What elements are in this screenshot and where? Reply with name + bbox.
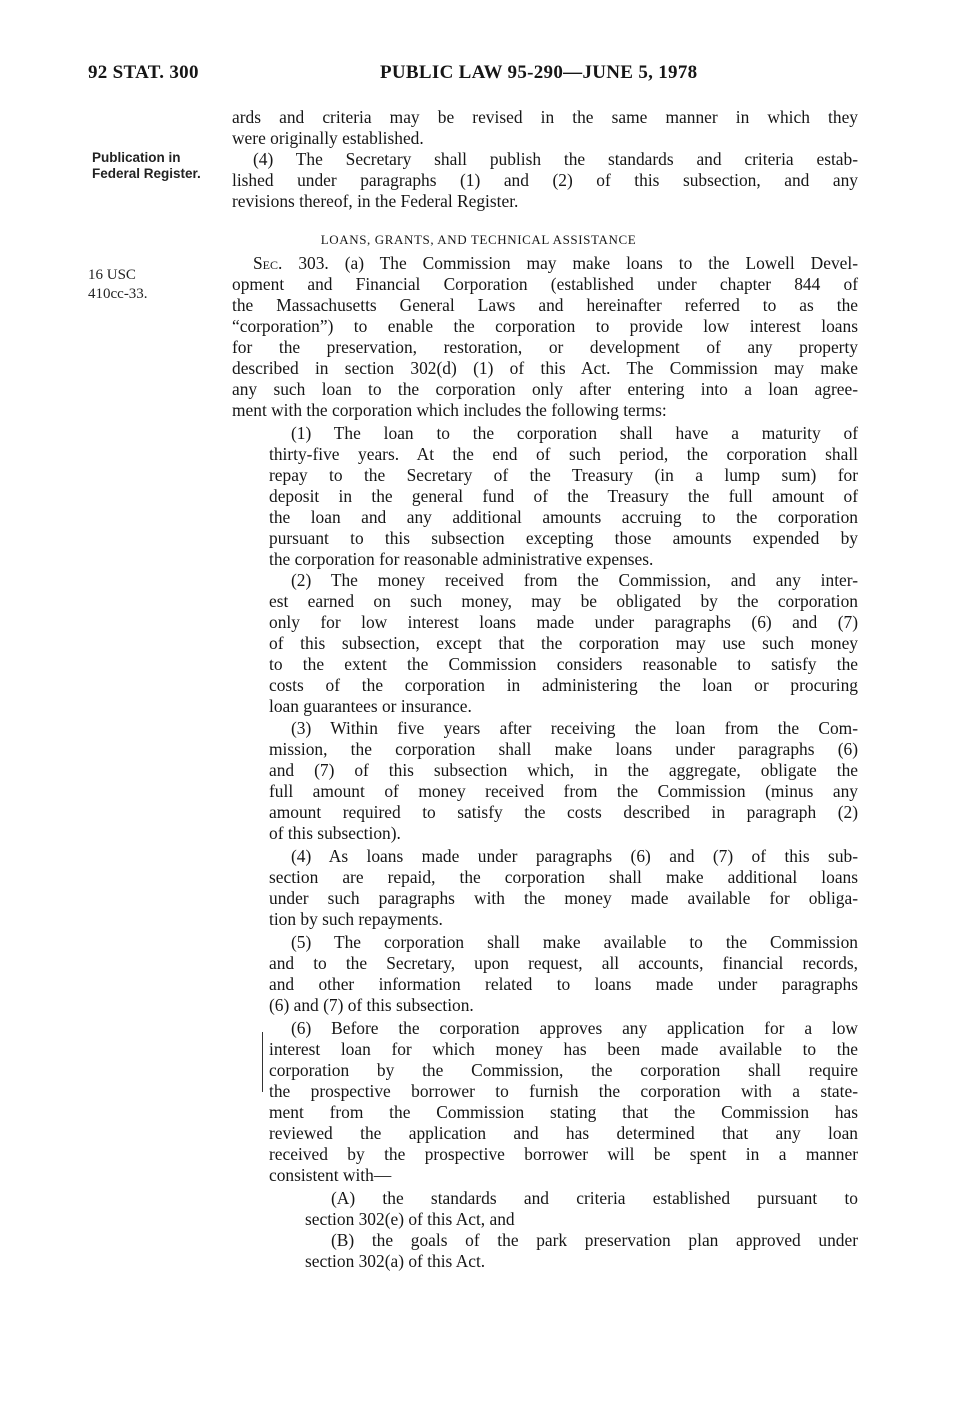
- text-line: for the preservation, restoration, or development of any property: [232, 337, 858, 357]
- text-line: repay to the Secretary of the Treasury (in a lump sum) for: [269, 465, 858, 485]
- text-line: described in section 302(d) (1) of this Act. The Commission may make: [232, 358, 858, 378]
- text-line: (A) the standards and criteria established pursuant to: [331, 1188, 858, 1208]
- text-line: section 302(e) of this Act, and: [305, 1209, 515, 1229]
- text-line: tion by such repayments.: [269, 909, 443, 929]
- text-line: amount required to satisfy the costs described in paragraph (2): [269, 802, 858, 822]
- text-line: and (7) of this subsection which, in the aggregate, obligate the: [269, 760, 858, 780]
- margin-note-line: 410cc-33.: [88, 286, 148, 302]
- text-line: interest loan for which money has been made available to the: [269, 1039, 858, 1059]
- text-line: corporation by the Commission, the corporation shall require: [269, 1060, 858, 1080]
- text-line: consistent with—: [269, 1165, 392, 1185]
- margin-note-line: 16 USC: [88, 267, 136, 283]
- text-line: the corporation for reasonable administrative expenses.: [269, 549, 654, 569]
- text-line: deposit in the general fund of the Treasury the full amount of: [269, 486, 858, 506]
- text-line: and to the Secretary, upon request, all accounts, financial records,: [269, 953, 858, 973]
- text-line: of this subsection, except that the corporation may use such money: [269, 633, 858, 653]
- text-line: est earned on such money, may be obligated by the corporation: [269, 591, 858, 611]
- text-line: revisions thereof, in the Federal Register.: [232, 191, 519, 211]
- text-line: the loan and any additional amounts accruing to the corporation: [269, 507, 858, 527]
- text-line: (6) Before the corporation approves any application for a low: [291, 1018, 858, 1038]
- text-line: only for low interest loans made under paragraphs (6) and (7): [269, 612, 858, 632]
- text-line: received by the prospective borrower will be spent in a manner: [269, 1144, 858, 1164]
- text-line: (5) The corporation shall make available to the Commission: [291, 932, 858, 952]
- text-line: mission, the corporation shall make loans under paragraphs (6): [269, 739, 858, 759]
- text-line: under such paragraphs with the money made available for obliga-: [269, 888, 858, 908]
- text-line: reviewed the application and has determined that any loan: [269, 1123, 858, 1143]
- text-line: (4) The Secretary shall publish the standards and criteria estab-: [253, 149, 858, 169]
- text-line: to the extent the Commission considers reasonable to satisfy the: [269, 654, 858, 674]
- text-line: ards and criteria may be revised in the same manner in which they: [232, 107, 858, 127]
- text-line: loan guarantees or insurance.: [269, 696, 472, 716]
- text-line: the Massachusetts General Laws and hereinafter referred to as the: [232, 295, 858, 315]
- margin-note-line: Publication in: [92, 150, 181, 165]
- text-line: ment from the Commission stating that the Commission has: [269, 1102, 858, 1122]
- text-line: ment with the corporation which includes the following terms:: [232, 400, 667, 420]
- text-line: the prospective borrower to furnish the corporation with a state-: [269, 1081, 858, 1101]
- text-line: thirty-five years. At the end of such period, the corporation shall: [269, 444, 858, 464]
- text-line: opment and Financial Corporation (established under chapter 844 of: [232, 274, 858, 294]
- text-line: Sec. 303. (a) The Commission may make loans to the Lowell Devel-: [253, 253, 858, 273]
- text-line: section are repaid, the corporation shall make additional loans: [269, 867, 858, 887]
- margin-note-line: Federal Register.: [92, 166, 201, 181]
- page-title: PUBLIC LAW 95-290—JUNE 5, 1978: [380, 62, 698, 83]
- text-line: any such loan to the corporation only after entering into a loan agree-: [232, 379, 858, 399]
- margin-note-publication: [92, 150, 201, 182]
- text-line: lished under paragraphs (1) and (2) of this subsection, and any: [232, 170, 858, 190]
- text-line: (6) and (7) of this subsection.: [269, 995, 474, 1015]
- text-line: (2) The money received from the Commission, and any inter-: [291, 570, 858, 590]
- text-line: (3) Within five years after receiving the loan from the Com-: [291, 718, 858, 738]
- section-heading: LOANS, GRANTS, AND TECHNICAL ASSISTANCE: [320, 232, 637, 247]
- text-line: full amount of money received from the Commission (minus any: [269, 781, 858, 801]
- text-line: and other information related to loans made under paragraphs: [269, 974, 858, 994]
- margin-note-citation: [88, 266, 148, 304]
- text-line: costs of the corporation in administering the loan or procuring: [269, 675, 858, 695]
- text-line: of this subsection).: [269, 823, 401, 843]
- margin-bracket-mark: [262, 1032, 263, 1092]
- text-line: (1) The loan to the corporation shall have a maturity of: [291, 423, 858, 443]
- text-line: “corporation”) to enable the corporation to provide low interest loans: [232, 316, 858, 336]
- page-reference: 92 STAT. 300: [88, 62, 199, 83]
- text-line: section 302(a) of this Act.: [305, 1251, 486, 1271]
- text-line: were originally established.: [232, 128, 424, 148]
- text-line: pursuant to this subsection excepting those amounts expended by: [269, 528, 858, 548]
- text-line: (4) As loans made under paragraphs (6) and (7) of this sub-: [291, 846, 858, 866]
- text-line: (B) the goals of the park preservation plan approved under: [331, 1230, 858, 1250]
